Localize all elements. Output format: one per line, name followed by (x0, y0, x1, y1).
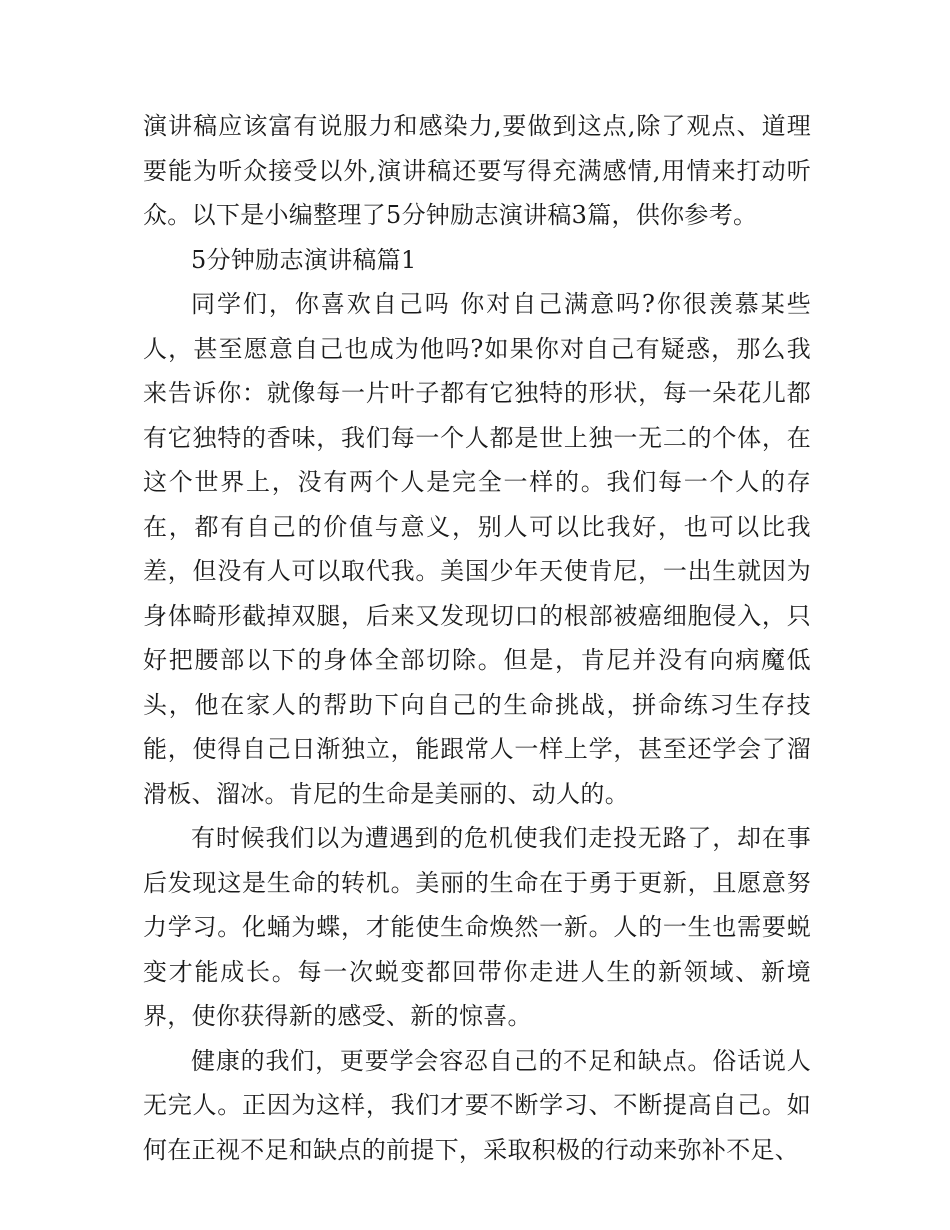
document-page (143, 104, 811, 1172)
body-paragraph-3: 健康的我们，更要学会容忍自己的不足和缺点。俗话说人无完人。正因为这样，我们才要不断学习、不断提高自己。如何在正视不足和缺点的前提下，采取积极的行动来弥补不足、 (143, 1046, 811, 1164)
body-paragraph-2: 有时候我们以为遭遇到的危机使我们走投无路了，却在事后发现这是生命的转机。美丽的生命在于勇于更新，且愿意努力学习。化蛹为蝶，才能使生命焕然一新。人的一生也需要蜕变才能成长。每一次蜕变都回带你走进人生的新领域、新境界，使你获得新的感受、新的惊喜。 (143, 824, 811, 1030)
section-title: 5分钟励志演讲稿篇1 (191, 245, 417, 274)
body-paragraph-1: 同学们，你喜欢自己吗 你对自己满意吗?你很羡慕某些人，甚至愿意自己也成为他吗?如果你对自己有疑惑，那么我来告诉你：就像每一片叶子都有它独特的形状，每一朵花儿都有它独特的香味，我们每一个人都是世上独一无二的个体，在这个世界上，没有两个人是完全一样的。我们每一个人的存在，都有自己的价值与意义，别人可以比我好，也可以比我差，但没有人可以取代我。美国少年天使肯尼，一出生就因为身体畸形截掉双腿，后来又发现切口的根部被癌细胞侵入，只好把腰部以下的身体全部切除。但是，肯尼并没有向病魔低头，他在家人的帮助下向自己的生命挑战，拼命练习生存技能，使得自己日渐独立，能跟常人一样上学，甚至还学会了溜滑板、溜冰。肯尼的生命是美丽的、动人的。 (143, 290, 811, 808)
intro-paragraph: 演讲稿应该富有说服力和感染力,要做到这点,除了观点、道理要能为听众接受以外,演讲稿还要写得充满感情,用情来打动听众。以下是小编整理了5分钟励志演讲稿3篇，供你参考。 (143, 112, 811, 229)
